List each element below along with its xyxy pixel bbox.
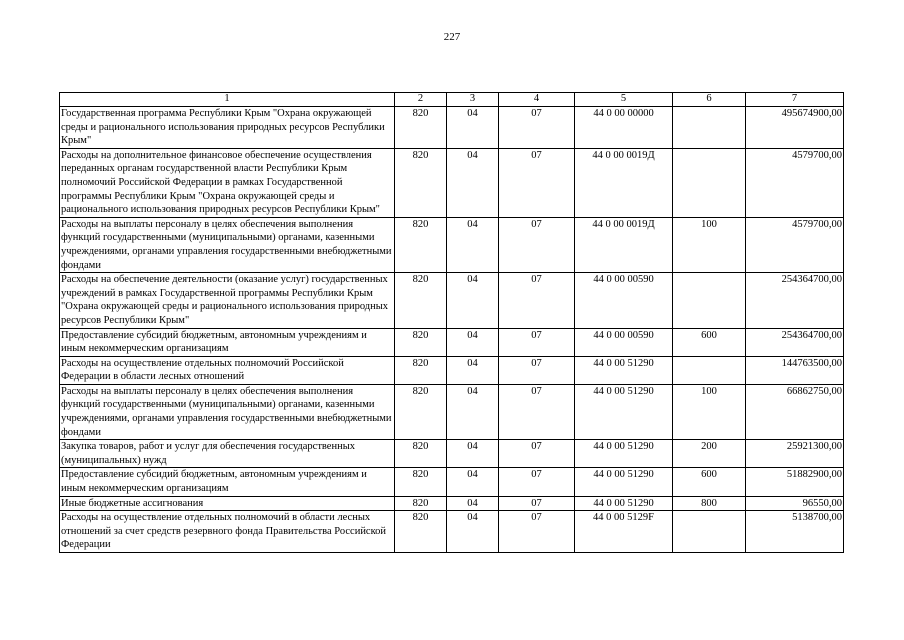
row-ministry-code: 820 [395, 384, 447, 439]
table-row [60, 511, 844, 553]
row-amount: 254364700,00 [746, 273, 844, 328]
row-target-article: 44 0 00 51290 [575, 468, 673, 496]
row-target-article: 44 0 00 0019Д [575, 217, 673, 272]
row-expense-type: 100 [673, 384, 746, 439]
row-amount: 5138700,00 [746, 511, 844, 553]
row-expense-type [673, 107, 746, 149]
row-section-code: 04 [447, 328, 499, 356]
table-row [60, 468, 844, 496]
row-amount: 96550,00 [746, 496, 844, 511]
row-description: Расходы на выплаты персоналу в целях обеспечения выполнения функций государственными (муниципальными) органами, казенными учреждениями, органами управления государственными внебюджетными фондами [60, 217, 395, 272]
row-expense-type [673, 148, 746, 217]
row-ministry-code: 820 [395, 148, 447, 217]
row-section-code: 04 [447, 468, 499, 496]
row-section-code: 04 [447, 384, 499, 439]
row-target-article: 44 0 00 00000 [575, 107, 673, 149]
table-row [60, 217, 844, 272]
row-amount: 51882900,00 [746, 468, 844, 496]
row-target-article: 44 0 00 51290 [575, 384, 673, 439]
row-section-code: 04 [447, 440, 499, 468]
row-expense-type [673, 356, 746, 384]
row-subsection-code: 07 [499, 511, 575, 553]
row-expense-type: 800 [673, 496, 746, 511]
page-number: 227 [443, 31, 461, 43]
row-subsection-code: 07 [499, 496, 575, 511]
row-amount: 4579700,00 [746, 217, 844, 272]
row-ministry-code: 820 [395, 511, 447, 553]
row-expense-type: 600 [673, 328, 746, 356]
row-target-article: 44 0 00 51290 [575, 356, 673, 384]
column-header-1: 1 [60, 93, 395, 107]
row-description: Государственная программа Республики Крым "Охрана окружающей среды и рационального использования природных ресурсов Республики Крым" [60, 107, 395, 149]
row-target-article: 44 0 00 51290 [575, 440, 673, 468]
row-description: Расходы на осуществление отдельных полномочий в области лесных отношений за счет средств резервного фонда Правительства Российской Федерации [60, 511, 395, 553]
row-description: Расходы на обеспечение деятельности (оказание услуг) государственных учреждений в рамках Государственной программы Республики Крым "Охрана окружающей среды и рационального использования природных ресурсов Республики Крым" [60, 273, 395, 328]
table-row [60, 384, 844, 439]
row-target-article: 44 0 00 5129F [575, 511, 673, 553]
row-section-code: 04 [447, 511, 499, 553]
row-ministry-code: 820 [395, 468, 447, 496]
row-subsection-code: 07 [499, 217, 575, 272]
row-amount: 495674900,00 [746, 107, 844, 149]
row-expense-type: 600 [673, 468, 746, 496]
table-row [60, 496, 844, 511]
row-amount: 4579700,00 [746, 148, 844, 217]
row-expense-type: 200 [673, 440, 746, 468]
row-ministry-code: 820 [395, 107, 447, 149]
row-subsection-code: 07 [499, 273, 575, 328]
table-header-row [60, 93, 844, 107]
row-section-code: 04 [447, 148, 499, 217]
row-expense-type: 100 [673, 217, 746, 272]
row-section-code: 04 [447, 356, 499, 384]
row-ministry-code: 820 [395, 356, 447, 384]
row-subsection-code: 07 [499, 440, 575, 468]
row-description: Предоставление субсидий бюджетным, автономным учреждениям и иным некоммерческим организациям [60, 468, 395, 496]
row-ministry-code: 820 [395, 496, 447, 511]
row-expense-type [673, 511, 746, 553]
row-target-article: 44 0 00 00590 [575, 328, 673, 356]
row-description: Расходы на дополнительное финансовое обеспечение осуществления переданных органам государственной власти Республики Крым полномочий Российской Федерации в рамках Государственной программы Республики Крым "Охрана окружающей среды и рационального использования природных ресурсов Республики Крым" [60, 148, 395, 217]
row-description: Иные бюджетные ассигнования [60, 496, 395, 511]
row-target-article: 44 0 00 51290 [575, 496, 673, 511]
row-section-code: 04 [447, 217, 499, 272]
row-ministry-code: 820 [395, 273, 447, 328]
row-ministry-code: 820 [395, 440, 447, 468]
row-description: Расходы на выплаты персоналу в целях обеспечения выполнения функций государственными (муниципальными) органами, казенными учреждениями, органами управления государственными внебюджетными фондами [60, 384, 395, 439]
column-header-6: 6 [673, 93, 746, 107]
row-section-code: 04 [447, 496, 499, 511]
row-ministry-code: 820 [395, 328, 447, 356]
row-description: Расходы на осуществление отдельных полномочий Российской Федерации в области лесных отношений [60, 356, 395, 384]
row-description: Закупка товаров, работ и услуг для обеспечения государственных (муниципальных) нужд [60, 440, 395, 468]
column-header-2: 2 [395, 93, 447, 107]
row-target-article: 44 0 00 0019Д [575, 148, 673, 217]
row-target-article: 44 0 00 00590 [575, 273, 673, 328]
row-amount: 66862750,00 [746, 384, 844, 439]
column-header-3: 3 [447, 93, 499, 107]
table-row [60, 440, 844, 468]
budget-table [59, 92, 844, 553]
row-subsection-code: 07 [499, 468, 575, 496]
column-header-7: 7 [746, 93, 844, 107]
row-subsection-code: 07 [499, 328, 575, 356]
column-header-4: 4 [499, 93, 575, 107]
row-section-code: 04 [447, 273, 499, 328]
row-amount: 144763500,00 [746, 356, 844, 384]
table-row [60, 107, 844, 149]
table-row [60, 273, 844, 328]
row-amount: 25921300,00 [746, 440, 844, 468]
row-description: Предоставление субсидий бюджетным, автономным учреждениям и иным некоммерческим организациям [60, 328, 395, 356]
row-ministry-code: 820 [395, 217, 447, 272]
row-subsection-code: 07 [499, 384, 575, 439]
row-amount: 254364700,00 [746, 328, 844, 356]
table-row [60, 148, 844, 217]
row-subsection-code: 07 [499, 148, 575, 217]
row-subsection-code: 07 [499, 356, 575, 384]
table-row [60, 356, 844, 384]
row-subsection-code: 07 [499, 107, 575, 149]
row-expense-type [673, 273, 746, 328]
table-row [60, 328, 844, 356]
row-section-code: 04 [447, 107, 499, 149]
column-header-5: 5 [575, 93, 673, 107]
